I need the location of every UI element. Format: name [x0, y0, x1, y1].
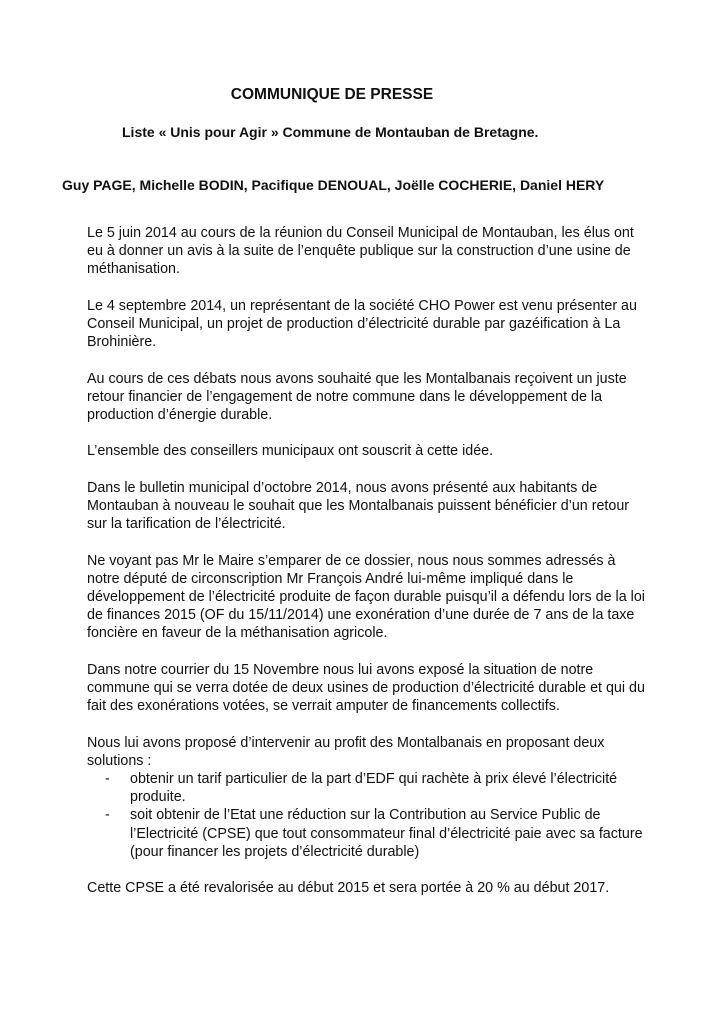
bullet-dash: - [105, 770, 110, 787]
page-title: COMMUNIQUE DE PRESSE [230, 86, 434, 103]
spacer [87, 861, 647, 879]
list-item [87, 770, 647, 806]
list-subtitle: Liste « Unis pour Agir » Commune de Montauban de Bretagne. [122, 124, 539, 140]
list-item-text: soit obtenir de l’Etat une réduction sur la Contribution au Service Public de l’Electricité (CPSE) que tout consommateur final d’électricité paie avec sa facture (pour financer les projets d’électricité durable) [130, 807, 643, 860]
press-release-body [87, 224, 647, 916]
closing-paragraph: Cette CPSE a été revalorisée au début 2015 et sera portée à 20 % au début 2017. [87, 880, 610, 897]
solutions-list [87, 770, 647, 861]
paragraph-1: Le 5 juin 2014 au cours de la réunion du Conseil Municipal de Montauban, les élus ont eu à donner un avis à la suite de l’enquête publique sur la construction d’une usine de méthanisation. [87, 225, 634, 278]
signatories-line: Guy PAGE, Michelle BODIN, Pacifique DENOUAL, Joëlle COCHERIE, Daniel HERY [62, 177, 605, 193]
paragraph-8: Nous lui avons proposé d’intervenir au profit des Montalbanais en proposant deux solutions : [87, 734, 605, 769]
paragraph-3: Au cours de ces débats nous avons souhaité que les Montalbanais reçoivent un juste retour financier de l’engagement de notre commune dans le développement de la production d’énergie durable. [87, 370, 627, 423]
bullet-dash: - [105, 807, 110, 824]
paragraph-2: Le 4 septembre 2014, un représentant de la société CHO Power est venu présenter au Conseil Municipal, un projet de production d’électricité durable par gazéification à La Brohinière. [87, 297, 637, 351]
list-item-text: obtenir un tarif particulier de la part d’EDF qui rachète à prix élevé l’électricité produite. [130, 770, 618, 806]
list-item [87, 806, 647, 861]
paragraph-5: Dans le bulletin municipal d’octobre 2014, nous avons présenté aux habitants de Montauban à nouveau le souhait que les Montalbanais puissent bénéficier d’un retour sur la tarification de l’électricité. [87, 479, 630, 533]
paragraph-7: Dans notre courrier du 15 Novembre nous lui avons exposé la situation de notre commune qui se verra dotée de deux usines de production d’électricité durable et qui du fait des exonérations votées, se verrait amputer de financements collectifs. [87, 661, 645, 715]
paragraph-4: L’ensemble des conseillers municipaux ont souscrit à cette idée. [87, 443, 494, 460]
paragraph-6: Ne voyant pas Mr le Maire s’emparer de ce dossier, nous nous sommes adressés à notre député de circonscription Mr François André lui-même impliqué dans le développement de l’électricité produite de façon durable puisqu’il a défendu lors de la loi de finances 2015 (OF du 15/11/2014) une exonération d’une durée de 7 ans de la taxe foncière en faveur de la méthanisation agricole. [87, 552, 645, 642]
